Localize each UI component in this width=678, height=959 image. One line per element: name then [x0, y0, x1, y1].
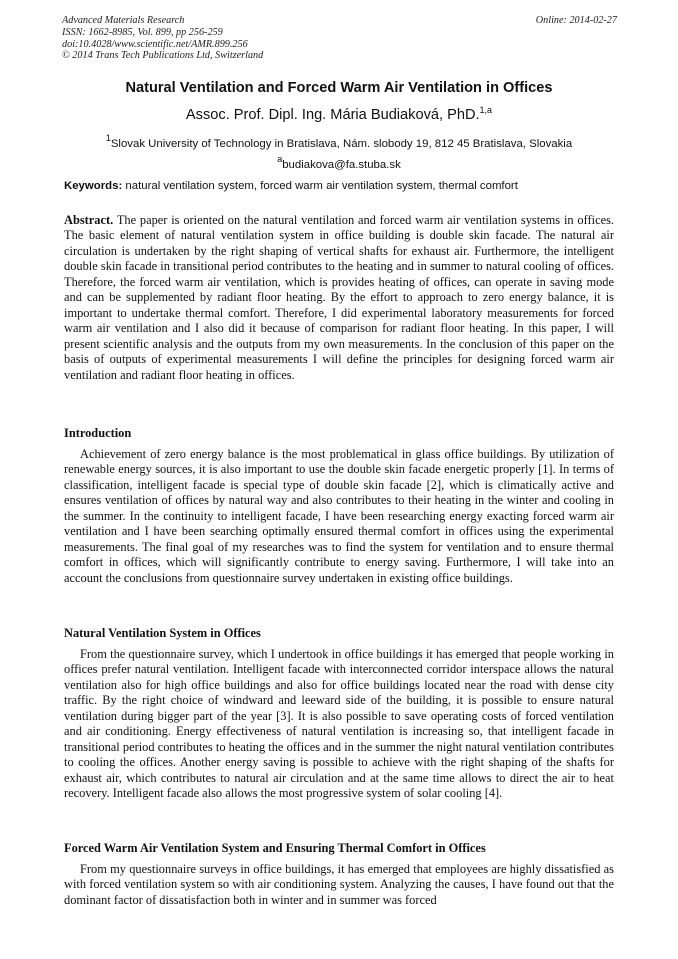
author-superscript: 1,a	[479, 105, 493, 115]
section-heading-forced-warm-air: Forced Warm Air Ventilation System and Ensuring Thermal Comfort in Offices	[64, 841, 486, 855]
affiliation-line	[50, 131, 628, 152]
affiliation-block	[50, 131, 628, 173]
journal-name: Advanced Materials Research	[62, 15, 185, 26]
section-heading-introduction: Introduction	[64, 426, 132, 440]
natural-ventilation-paragraph	[64, 647, 614, 802]
author-name: Assoc. Prof. Dipl. Ing. Mária Budiaková, PhD.	[185, 107, 480, 123]
forced-warm-air-text: From my questionnaire surveys in office buildings, it has emerged that employees are highly dissatisfied as with forced ventilation system so with air conditioning system. Analyzing the causes, I have found out that the dominant factor of dissatisfaction both in winter and in summer was forced	[64, 862, 614, 907]
forced-warm-air-paragraph	[64, 862, 614, 908]
introduction-text: Achievement of zero energy balance is the most problematical in glass office buildings. By utilization of renewable energy sources, it is also important to use the double skin facade energetic properly [1]. In terms of classification, intelligent facade is special type of double skin facade [2], which is climatically active and ensures ventilation of offices by natural way and also contributes to their heating in the winter and cooling in the summer. In the continuity to intelligent facade, I have been researching energy exacting forced warm air ventilation and I have been searching optimally ensured thermal comfort in offices using the experimental measurements. The final goal of my researches was to find the system for ventilation and to ensure thermal comfort in offices, which will significantly contribute to energy saving. Furthermore, I will take into an account the conclusions from questionnaire survey undertaken in existing office buildings.	[64, 447, 614, 585]
keywords-text: natural ventilation system, forced warm air ventilation system, thermal comfort	[122, 180, 518, 192]
online-date: Online: 2014-02-27	[535, 15, 617, 26]
doi-line[interactable]: doi:10.4028/www.scientific.net/AMR.899.256	[62, 38, 248, 50]
abstract-label: Abstract.	[64, 213, 114, 227]
keywords-label: Keywords:	[64, 180, 123, 192]
author-email[interactable]: budiakova@fa.stuba.sk	[282, 159, 401, 171]
introduction-paragraph	[64, 447, 614, 586]
abstract-paragraph	[64, 213, 614, 383]
affiliation-superscript: 1	[105, 133, 111, 143]
email-line[interactable]	[50, 152, 628, 173]
author-line	[50, 105, 628, 123]
keywords-line	[64, 180, 624, 192]
paper-title: Natural Ventilation and Forced Warm Air Ventilation in Offices	[125, 80, 553, 96]
email-superscript: a	[277, 154, 283, 164]
section-heading-natural-ventilation: Natural Ventilation System in Offices	[64, 626, 261, 640]
journal-header	[62, 15, 617, 62]
abstract-text: The paper is oriented on the natural ventilation and forced warm air ventilation systems in offices. The basic element of natural ventilation system in office building is double skin facade. The natural air circulation is undertaken by the right shaping of vertical shafts for exhaust air. Furthermore, the intelligent double skin facade in transitional period contributes to the heating and in summer to natural cooling of offices. Therefore, the forced warm air ventilation, which is provides heating of offices, can operate in saving mode and can be supplemented by radiant floor heating. By the effort to approach to zero energy balance, it is important to undertake thermal comfort. Therefore, I did experimental laboratory measurements for forced warm air ventilation and I also did it because of comparison for radiant floor heating. In this paper, I will present scientific analysis and the outputs from my own measurements. In the conclusion of this paper on the basis of outputs of experimental measurements I will define the principles for designing forced warm air ventilation and radiant floor heating in offices.	[64, 213, 614, 382]
affiliation-text: Slovak University of Technology in Bratislava, Nám. slobody 19, 812 45 Bratislava, Slovakia	[110, 138, 573, 150]
issn-line: ISSN: 1662-8985, Vol. 899, pp 256-259	[62, 26, 223, 38]
copyright-line: © 2014 Trans Tech Publications Ltd, Switzerland	[62, 50, 264, 62]
natural-ventilation-text: From the questionnaire survey, which I undertook in office buildings it has emerged that people working in offices prefer natural ventilation. Intelligent facade with interconnected corridor interspace allows the natural ventilation also for high office buildings and also for office buildings located near the road with dense city traffic. By the right choice of windward and leeward side of the building, it is possible to ensure natural ventilation during bigger part of the year [3]. It is also possible to save operating costs of forced ventilation and air conditioning. Energy effectiveness of natural ventilation is increasing so, that intelligent facade in transitional period contributes to heating the offices and in the summer the night natural ventilation contributes to cooling the offices. Another energy saving is possible to achieve with the right shaping of the shafts for exhaust air, which contributes to natural air circulation and at the same time allows to direct the air to heat recovery. Intelligent facade also allows the most progressive system of solar cooling [4].	[64, 647, 614, 801]
